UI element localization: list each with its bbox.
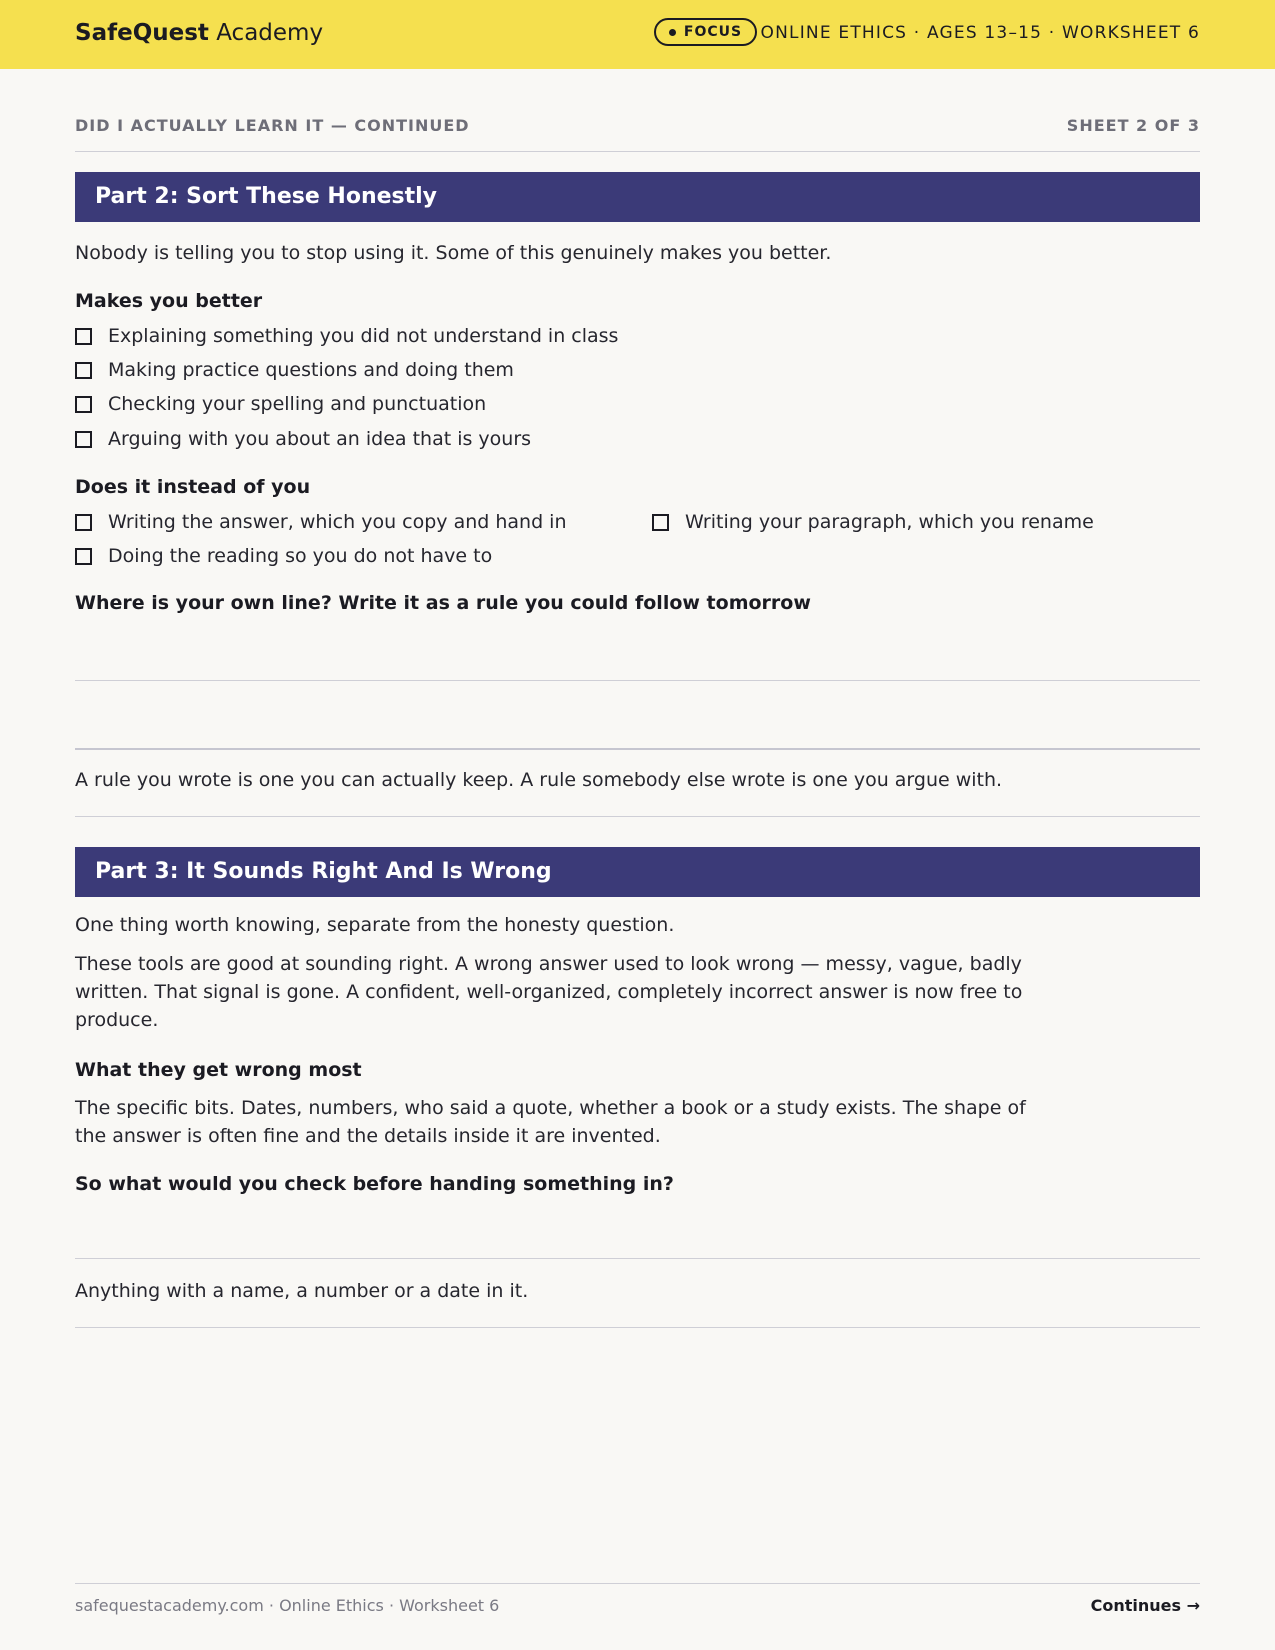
- brand-name: SafeQuest: [75, 20, 209, 46]
- what-they-get-wrong-body: The specific bits. Dates, numbers, who said a quote, whether a book or a study exists. The shape of the answer is often fine and the details inside it are invented.: [75, 1097, 1026, 1147]
- sheet-number: SHEET 2 OF 3: [1066, 116, 1200, 135]
- bullet-dot-icon: [669, 29, 676, 36]
- check-before-prompt: So what would you check before handing something in?: [75, 1173, 674, 1195]
- checkbox-icon[interactable]: [652, 514, 669, 531]
- checklist-item[interactable]: [75, 393, 486, 415]
- own-line-prompt: Where is your own line? Write it as a rule you could follow tomorrow: [75, 592, 811, 614]
- checklist-item[interactable]: [652, 511, 1094, 533]
- checkbox-icon[interactable]: [75, 514, 92, 531]
- what-they-get-wrong-heading: What they get wrong most: [75, 1059, 362, 1081]
- section-continued-label: DID I ACTUALLY LEARN IT — CONTINUED: [75, 116, 470, 135]
- checklist-item-label: Writing your paragraph, which you rename: [685, 511, 1094, 533]
- brand-suffix: Academy: [216, 20, 324, 46]
- checklist-item[interactable]: [75, 359, 514, 381]
- checklist-item[interactable]: [75, 545, 492, 567]
- answer-line[interactable]: [75, 816, 1200, 817]
- answer-line[interactable]: [75, 748, 1200, 750]
- part-3-intro: One thing worth knowing, separate from the honesty question.: [75, 914, 675, 936]
- checkbox-icon[interactable]: [75, 362, 92, 379]
- checkbox-icon[interactable]: [75, 396, 92, 413]
- part-3-title: Part 3: It Sounds Right And Is Wrong: [75, 847, 1200, 897]
- checklist-item-label: Doing the reading so you do not have to: [108, 545, 493, 567]
- sheet-subheader: [75, 116, 1200, 135]
- makes-you-better-heading: Makes you better: [75, 290, 263, 312]
- focus-badge-label: FOCUS: [683, 24, 743, 40]
- answer-line[interactable]: [75, 1327, 1200, 1328]
- checklist-item-label: Checking your spelling and punctuation: [108, 393, 487, 415]
- check-answer: Anything with a name, a number or a date in it.: [75, 1280, 529, 1302]
- footer-site-info: safequestacademy.com · Online Ethics · Worksheet 6: [75, 1596, 500, 1615]
- checkbox-icon[interactable]: [75, 548, 92, 565]
- rule-note: A rule you wrote is one you can actually keep. A rule somebody else wrote is one you argue with.: [75, 769, 1003, 791]
- focus-badge: [654, 18, 757, 46]
- answer-line[interactable]: [75, 1258, 1200, 1259]
- part-2-title: Part 2: Sort These Honestly: [75, 172, 1200, 222]
- divider: [75, 151, 1200, 152]
- answer-line[interactable]: [75, 680, 1200, 681]
- checklist-item-label: Explaining something you did not understand in class: [108, 325, 619, 347]
- checklist-item-label: Arguing with you about an idea that is yours: [108, 428, 532, 450]
- checklist-item[interactable]: [75, 511, 567, 533]
- checklist-item-label: Making practice questions and doing them: [108, 359, 514, 381]
- brand-logo: [75, 20, 323, 46]
- checkbox-icon[interactable]: [75, 431, 92, 448]
- footer-divider: [75, 1583, 1200, 1584]
- part-2-intro: Nobody is telling you to stop using it. Some of this genuinely makes you better.: [75, 242, 832, 264]
- does-it-instead-heading: Does it instead of you: [75, 476, 311, 498]
- checklist-item-label: Writing the answer, which you copy and hand in: [108, 511, 567, 533]
- header-bar: [0, 0, 1275, 69]
- checklist-item[interactable]: [75, 325, 618, 347]
- course-info: ONLINE ETHICS · AGES 13–15 · WORKSHEET 6: [760, 23, 1200, 43]
- part-3-body: These tools are good at sounding right. A wrong answer used to look wrong — messy, vague, badly written. That signal is gone. A confident, well-organized, completely incorrect answer is now free to produce.: [75, 953, 1023, 1031]
- continues-label: Continues →: [1090, 1596, 1200, 1615]
- checkbox-icon[interactable]: [75, 328, 92, 345]
- checklist-item[interactable]: [75, 428, 531, 450]
